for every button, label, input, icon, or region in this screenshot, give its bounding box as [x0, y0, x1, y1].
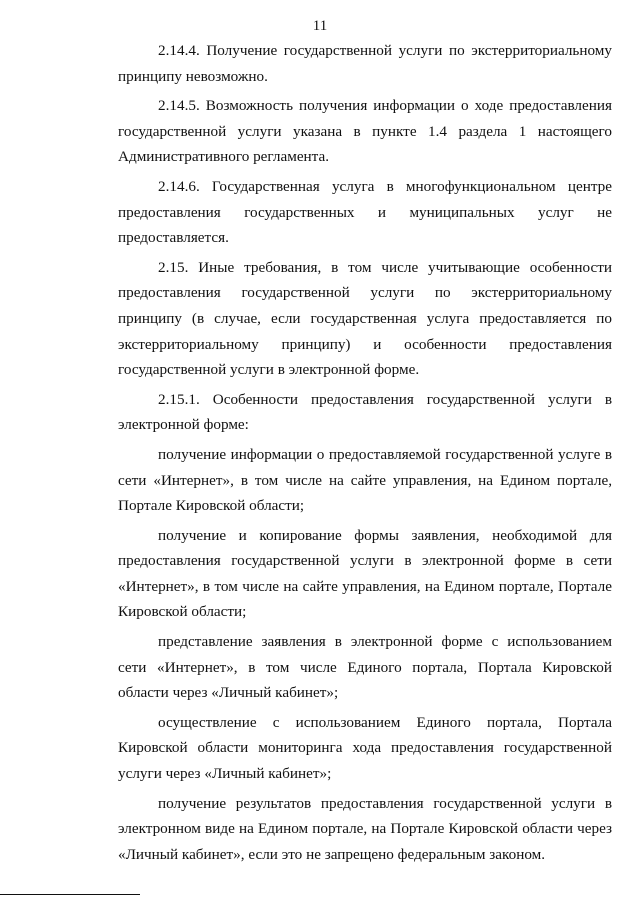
list-item-results: получение результатов предоставления государственной услуги в электронном виде на Едином портале, на Портале Кировской области через «Личный кабинет», если это не запрещено федеральным законом. [118, 794, 612, 863]
list-item-info-internet: получение информации о предоставляемой государственной услуге в сети «Интернет», в том числе на сайте управления, на Едином портале, Портале Кировской области; [118, 445, 612, 515]
list-item-submit-application: представление заявления в электронной форме с использованием сети «Интернет», в том числе Единого портала, Портала Кировской области через «Личный кабинет»; [118, 633, 612, 702]
page-number: 11 [312, 18, 328, 34]
paragraph-2-15: 2.15. Иные требования, в том числе учитывающие особенности предоставления государственной услуги по экстерриториальному принципу (в случае, если государственная услуга предоставляется по экстерриториальному принципу) и особенности предоставления государственной услуги в электронной форме. [118, 258, 612, 379]
paragraph-2-15-1: 2.15.1. Особенности предоставления государственной услуги в электронной форме: [118, 390, 612, 434]
list-item-monitoring: осуществление с использованием Единого портала, Портала Кировской области мониторинга хода предоставления государственной услуги через «Личный кабинет»; [118, 713, 612, 783]
document-body [118, 38, 612, 871]
footnote-separator-line [0, 894, 140, 895]
paragraph-2-14-4: 2.14.4. Получение государственной услуги по экстерриториальному принципу невозможно. [118, 42, 612, 85]
paragraph-2-14-6: 2.14.6. Государственная услуга в многофункциональном центре предоставления государственных и муниципальных услуг не предоставляется. [118, 177, 612, 247]
list-item-form-copy: получение и копирование формы заявления, необходимой для предоставления государственной услуги в электронной форме в сети «Интернет», в том числе на сайте управления, на Едином портале, Портале Кировской области; [118, 526, 612, 621]
paragraph-2-14-5: 2.14.5. Возможность получения информации о ходе предоставления государственной услуги указана в пункте 1.4 раздела 1 настоящего Административного регламента. [118, 97, 612, 166]
